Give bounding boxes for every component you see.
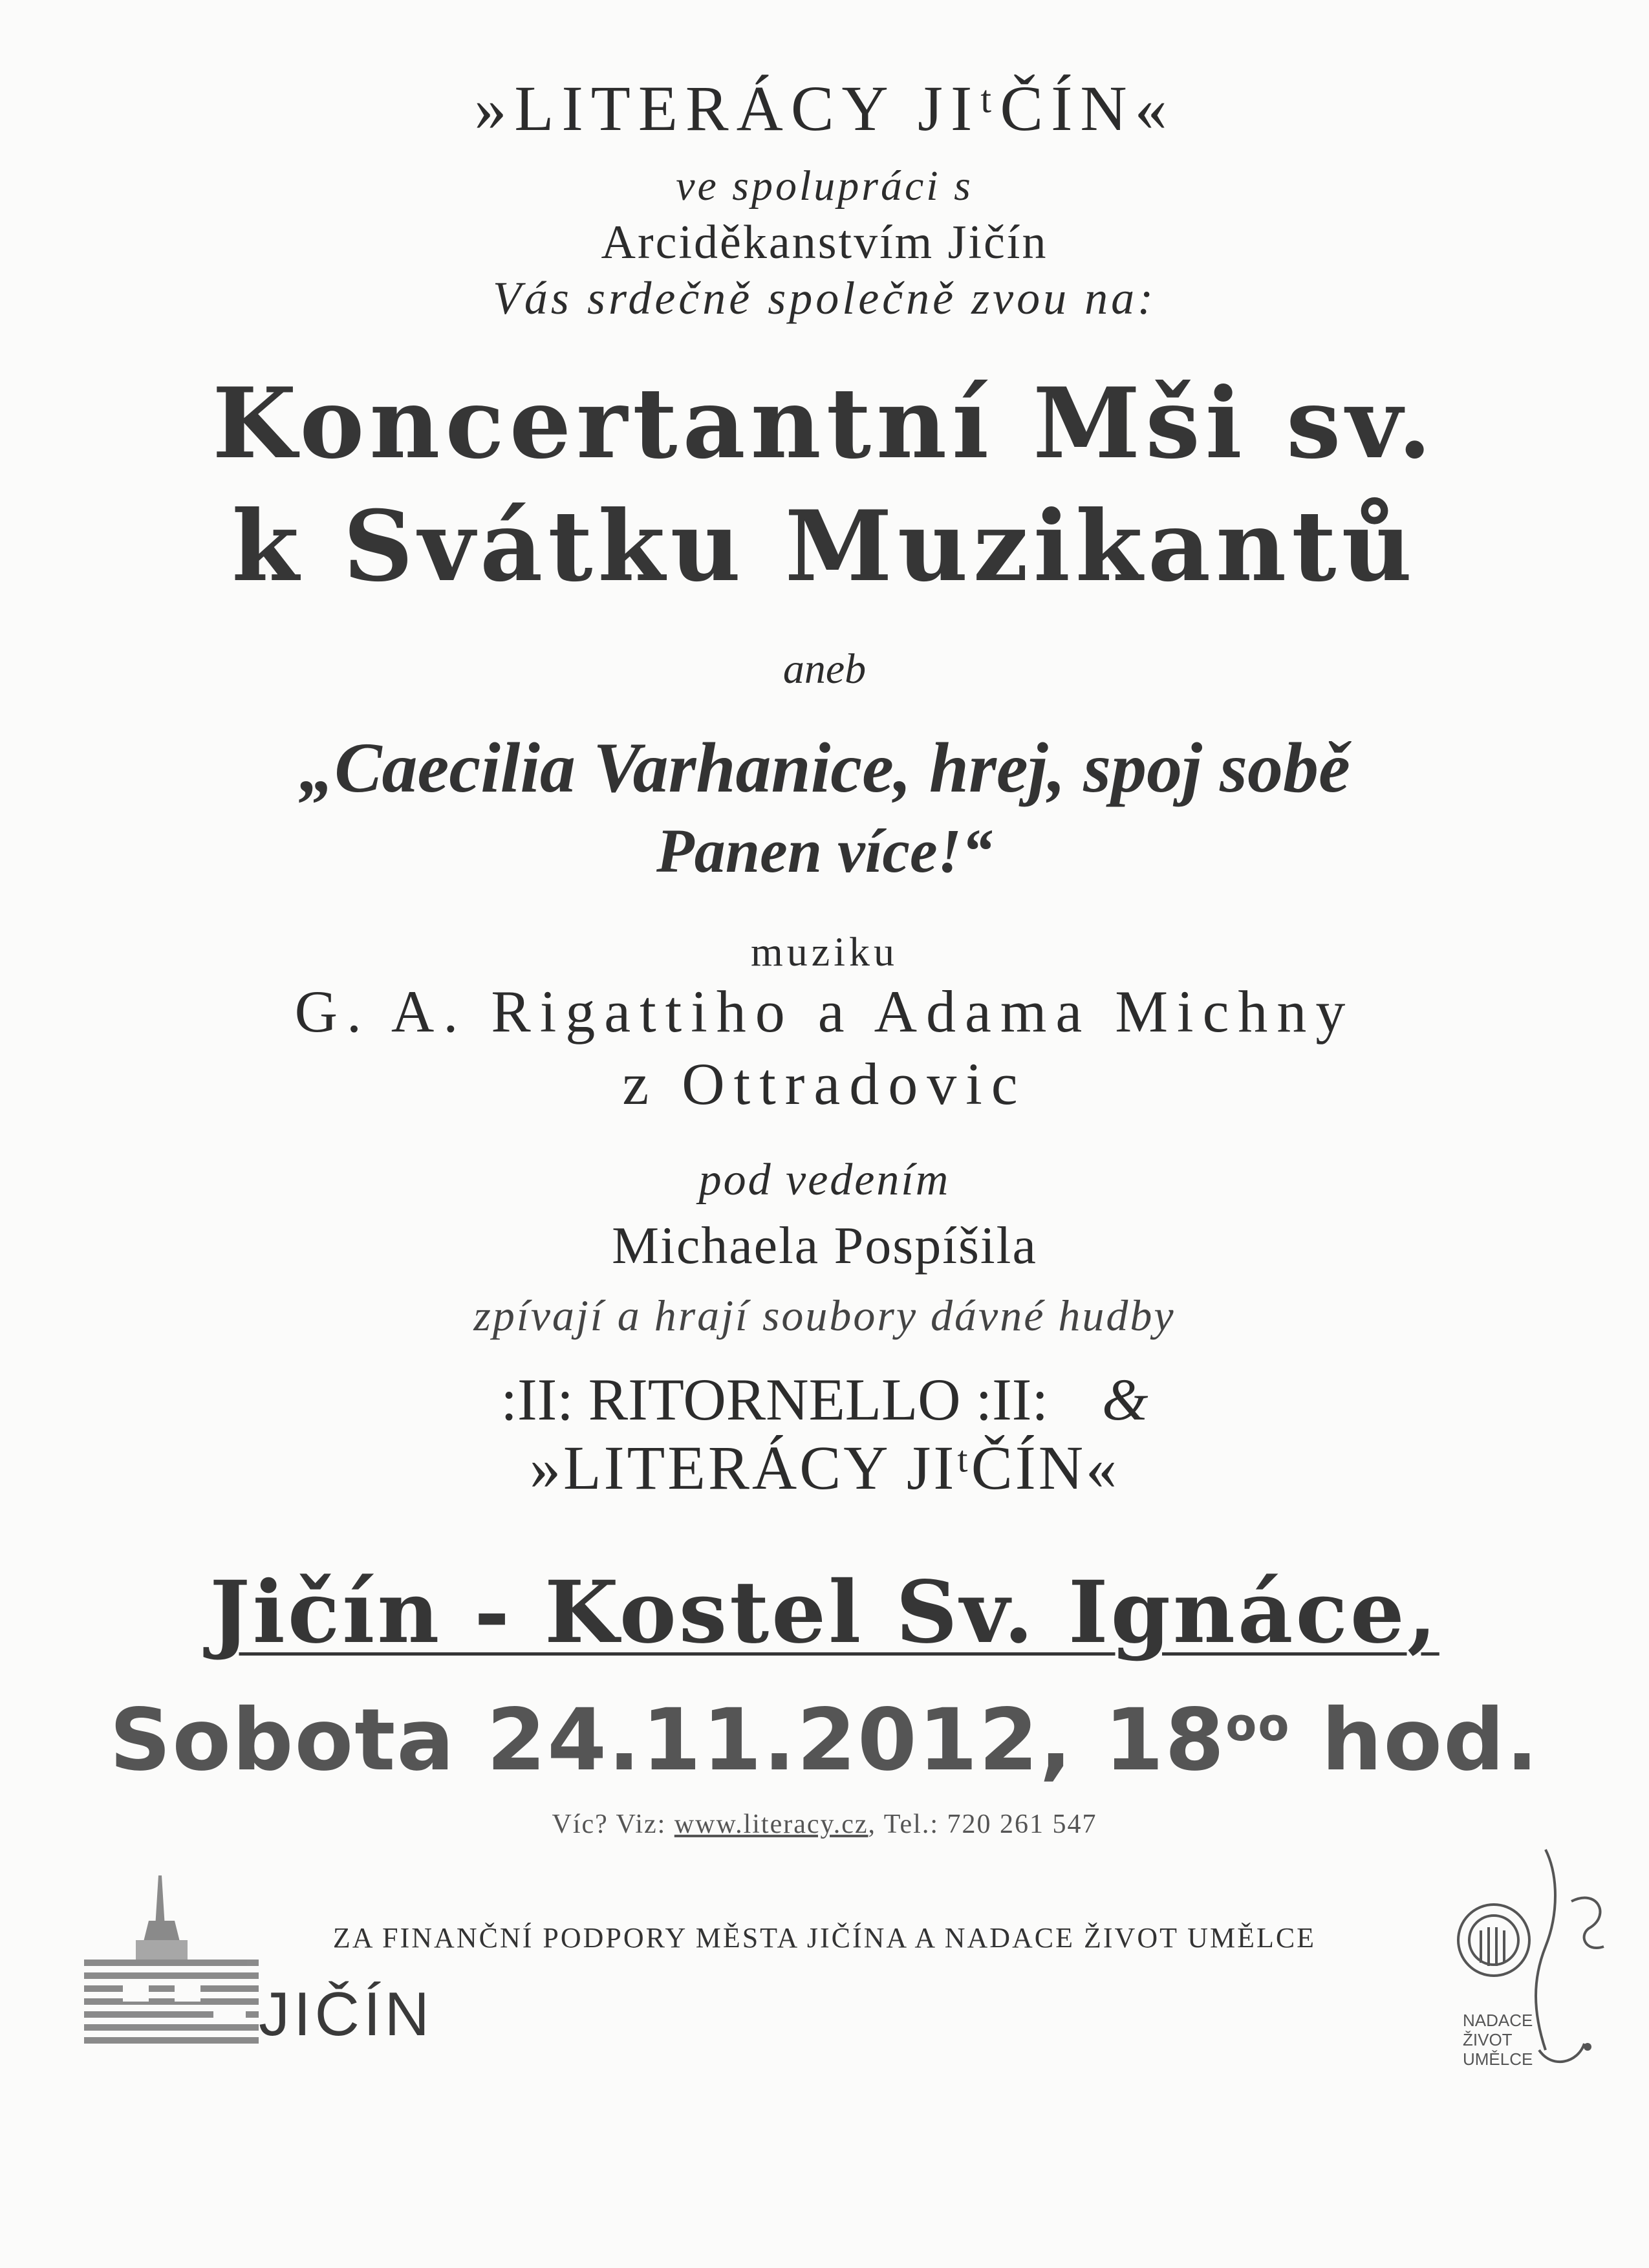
cooperation-text: ve spolupráci s (676, 162, 973, 210)
event-title-line1: Koncertantní Mši sv. (212, 367, 1437, 481)
date-end: hod. (1290, 1690, 1540, 1790)
ensemble1-line (0, 1366, 1649, 1432)
support-text: ZA FINANČNÍ PODPORY MĚSTA JIČÍNA A NADACE ŽIVOT UMĚLCE (332, 1922, 1317, 1954)
aneb-text: aneb (782, 645, 867, 693)
ampersand: & (1102, 1366, 1148, 1432)
partner-name: Arciděkanstvím Jičín (601, 216, 1048, 269)
composers-line2: z Ottradovic (622, 1051, 1027, 1117)
contact-label: Víc? Viz: (552, 1809, 674, 1839)
composers-line1: G. A. Rigattiho a Adama Michny (294, 978, 1355, 1044)
led-label: pod vedením (698, 1155, 951, 1205)
contact-phone: , Tel.: 720 261 547 (868, 1809, 1097, 1839)
date-main: Sobota 24.11.2012, 18 (109, 1690, 1226, 1790)
zivot-word: ŽIVOT (1463, 2029, 1513, 2049)
ensembles-label: zpívají a hrají soubory dávné hudby (473, 1291, 1176, 1340)
subtitle-line1: „Caecilia Varhanice, hrej, spoj sobě (299, 728, 1350, 807)
conductor-name: Michaela Pospíšila (612, 1216, 1037, 1275)
music-label: muziku (751, 929, 898, 975)
subtitle-line2: Panen více!“ (656, 816, 993, 885)
venue-text: Jičín - Kostel Sv. Ignáce, (210, 1562, 1439, 1663)
event-title-line2: k Svátku Muzikantů (232, 490, 1417, 603)
nadace-logo-text (1463, 2011, 1553, 2069)
date-line (0, 1690, 1649, 1790)
date-minutes: oo (1225, 1698, 1291, 1751)
invite-text: Vás srdečně společně zvou na: (492, 272, 1157, 324)
nadace-word: NADACE (1463, 2011, 1533, 2030)
organizer-heading: »LITERÁCY JIᵗČÍN« (474, 72, 1175, 144)
contact-line (0, 1811, 1649, 1838)
ensemble2-name: »LITERÁCY JIᵗČÍN« (529, 1433, 1120, 1502)
umelce-word: UMĚLCE (1463, 2049, 1533, 2069)
website-link[interactable]: www.literacy.cz (674, 1809, 868, 1839)
jicin-logo-text: JIČÍN (259, 1980, 433, 2049)
ensemble1-name: :II: RITORNELLO :II: (501, 1366, 1049, 1432)
